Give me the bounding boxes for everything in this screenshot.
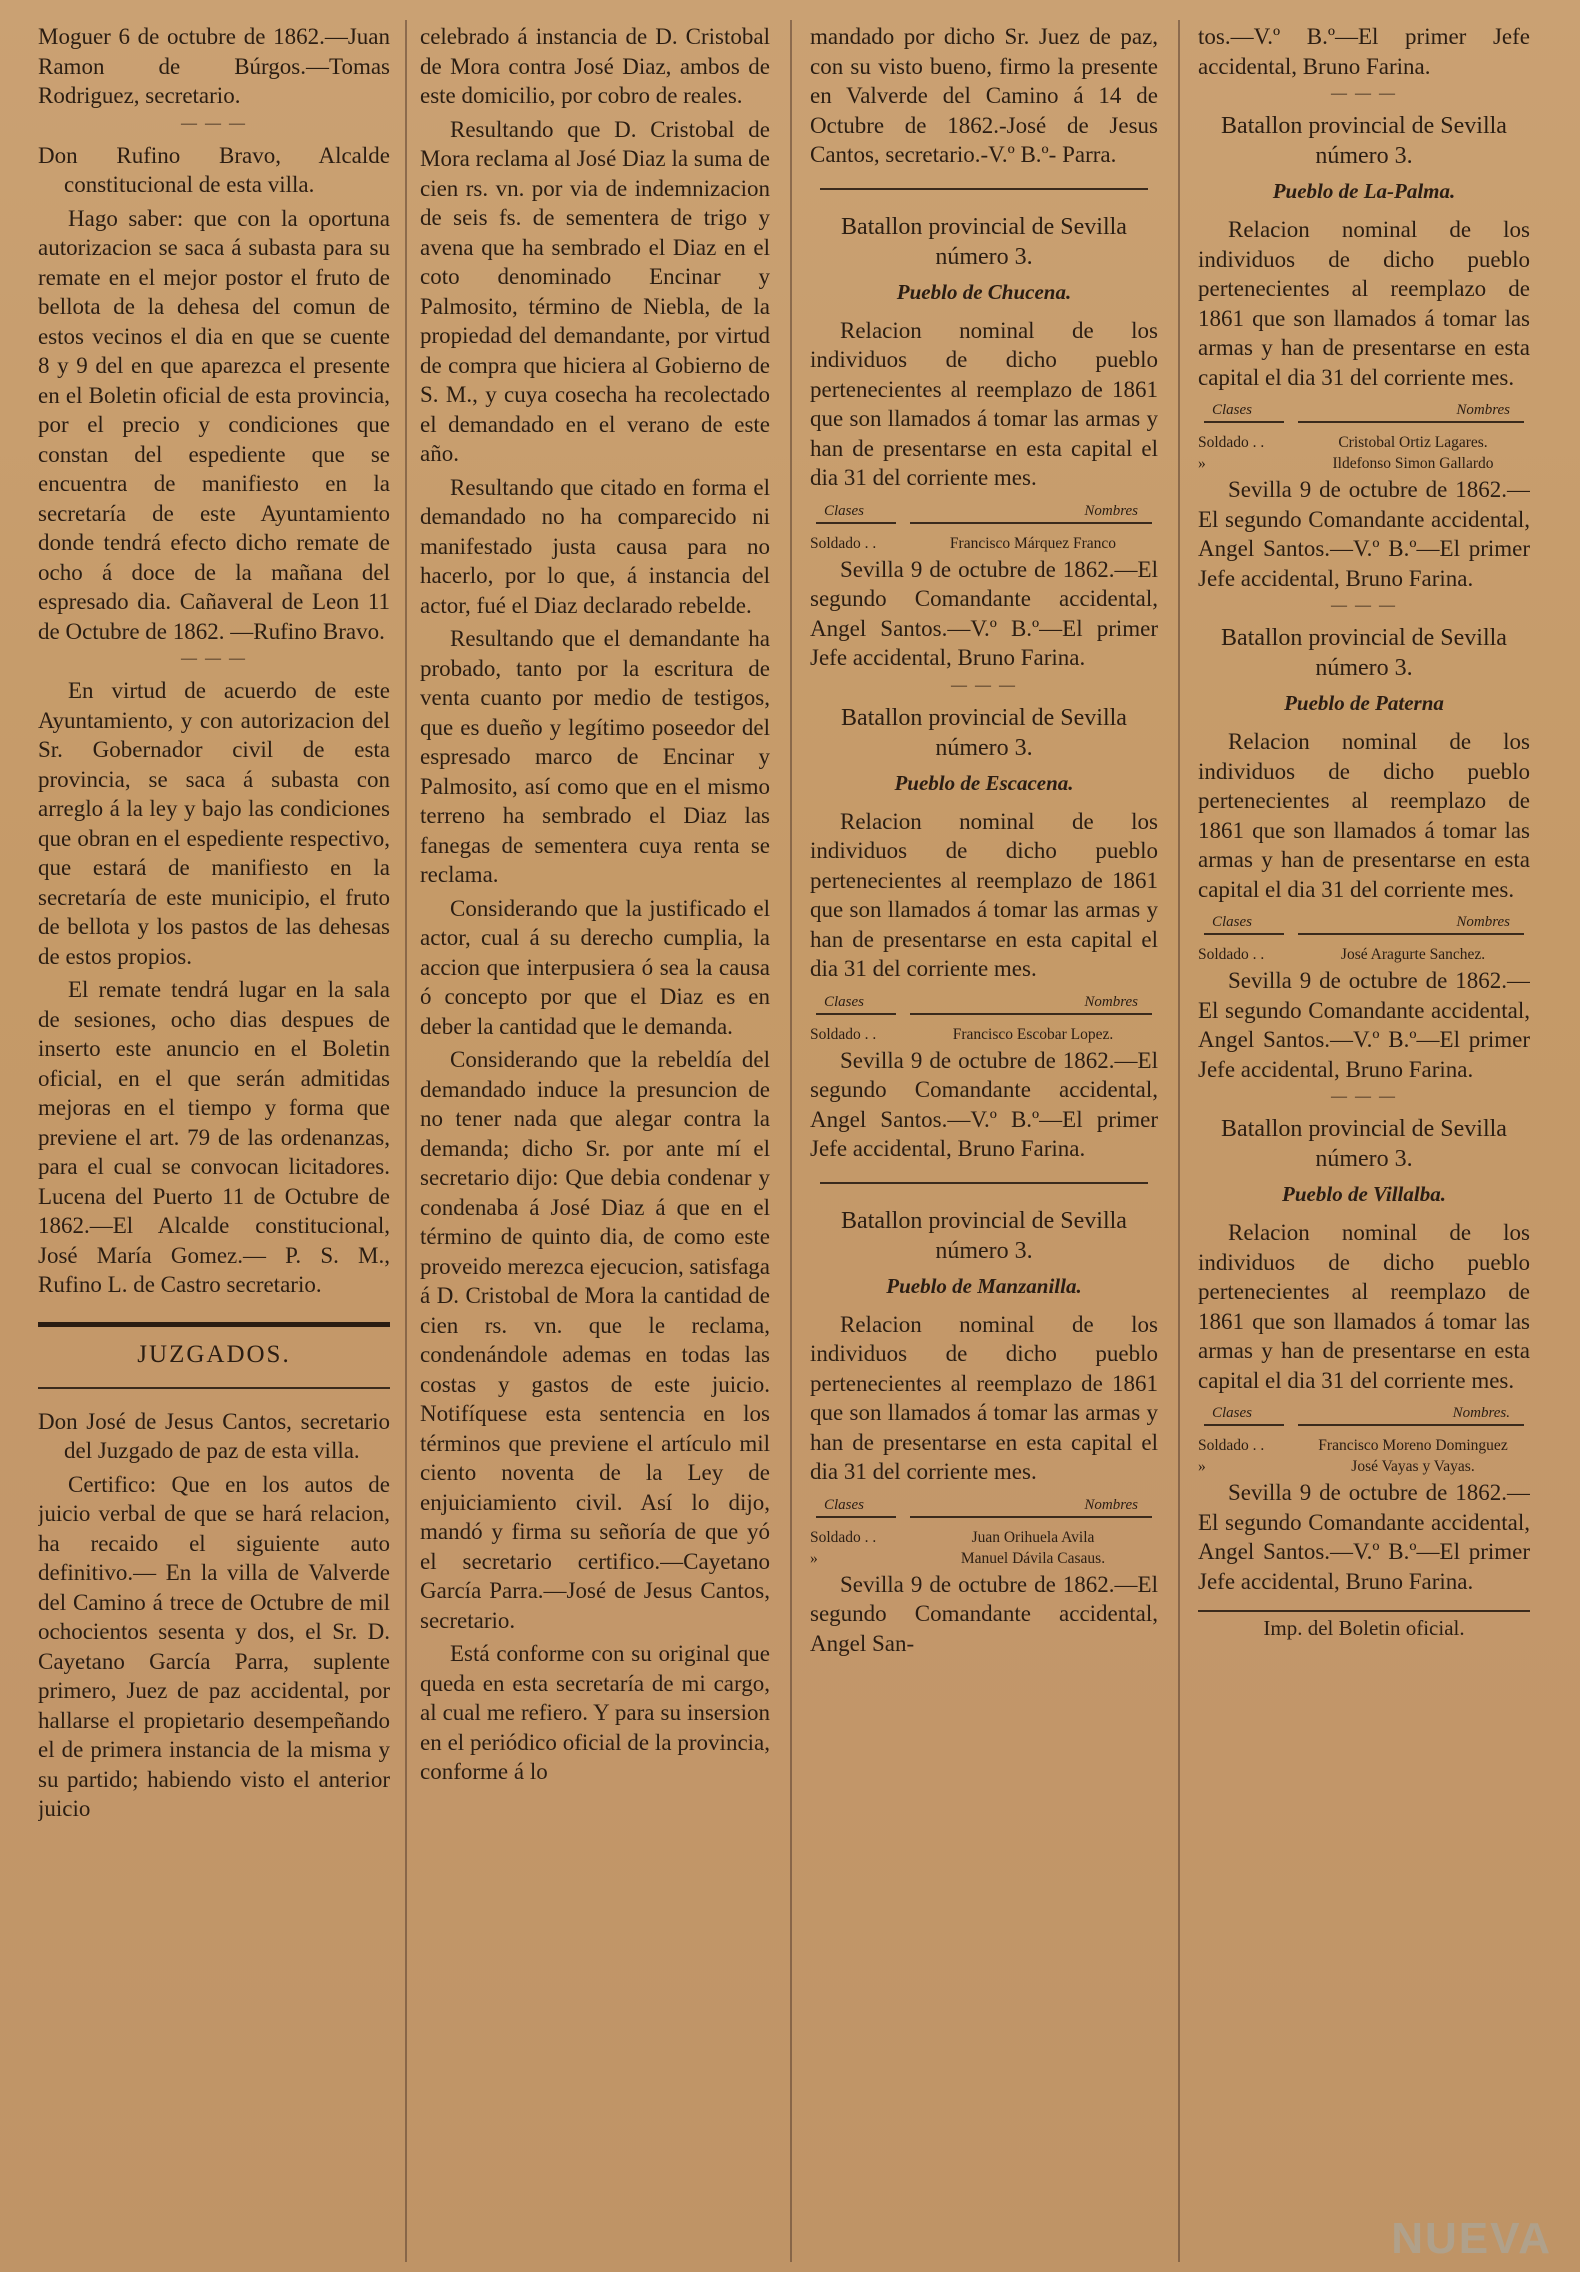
column-header-nombres: Nombres xyxy=(1084,1496,1138,1513)
column-4 xyxy=(1198,22,1530,2262)
table-rule xyxy=(1198,1424,1530,1426)
town-heading: Pueblo de Escacena. xyxy=(894,770,1074,795)
paragraph: Moguer 6 de octubre de 1862.—Juan Ramon de Búrgos.—Tomas Rodriguez, secretario. xyxy=(38,24,390,108)
paragraph: Relacion nominal de los individuos de dicho pueblo pertenecientes al reemplazo de 1861 que son llamados á tomar las armas y han de presentarse en esta capital el dia 31 del corriente mes. xyxy=(810,1311,1158,1484)
table-rule xyxy=(810,1516,1158,1518)
column-header-clases: Clases xyxy=(1212,914,1253,930)
battalion-heading: Batallon provincial de Sevilla número 3. xyxy=(1221,1116,1507,1172)
town-heading: Pueblo de Chucena. xyxy=(896,279,1072,304)
battalion-heading: Batallon provincial de Sevilla número 3. xyxy=(841,213,1127,270)
cell-clase: Soldado . . xyxy=(1198,1437,1265,1454)
paragraph: Relacion nominal de los individuos de dicho pueblo pertenecientes al reemplazo de 1861 que son llamados á tomar las armas y han de presentarse en esta capital el dia 31 del corriente mes. xyxy=(810,317,1158,490)
signature: Sevilla 9 de octubre de 1862.—El segundo Comandante accidental, Angel Santos.—V.º B.º—El primer Jefe accidental, Bruno Farina. xyxy=(1198,968,1530,1082)
separator: — — — xyxy=(1331,85,1397,102)
cell-clase: » xyxy=(1198,455,1206,472)
separator: — — — xyxy=(1331,1088,1397,1105)
table-header xyxy=(810,1497,1158,1514)
town-heading: Pueblo de Manzanilla. xyxy=(886,1273,1082,1298)
table-row xyxy=(810,1025,1158,1044)
town-heading: Pueblo de Paterna xyxy=(1284,691,1444,715)
block-rule xyxy=(820,1182,1148,1184)
table-row xyxy=(810,1549,1158,1568)
paragraph: celebrado á instancia de D. Cristobal de Mora contra José Diaz, ambos de este domicilio, por cobro de reales. xyxy=(420,24,770,108)
cell-clase: Soldado . . xyxy=(1198,946,1265,963)
signature: Sevilla 9 de octubre de 1862.—El segundo Comandante accidental, Angel San- xyxy=(810,1571,1158,1656)
column-divider xyxy=(405,20,407,2262)
paragraph: Resultando que D. Cristobal de Mora reclama al José Diaz la suma de cien rs. vn. por via de indemnizacion de seis fs. de sementera de trigo y avena que ha sembrado el Diaz en el coto denominado Encinar y Palmosito, término de Niebla, de la propiedad del demandante, por virtud de compra que hiciera al Gobierno de S. M., y cuya cosecha ha recolectado el demandado en el verano de este año. xyxy=(420,116,770,466)
table-row xyxy=(1198,454,1530,473)
table-row xyxy=(1198,945,1530,964)
town-heading: Pueblo de La-Palma. xyxy=(1272,179,1456,203)
paragraph: Relacion nominal de los individuos de dicho pueblo pertenecientes al reemplazo de 1861 que son llamados á tomar las armas y han de presentarse en esta capital el dia 31 del corriente mes. xyxy=(1198,1220,1530,1393)
separator: — — — xyxy=(181,114,247,132)
section-rule xyxy=(38,1387,390,1389)
cell-nombre: José Aragurte Sanchez. xyxy=(1340,946,1486,963)
cell-nombre: Francisco Escobar Lopez. xyxy=(952,1025,1114,1043)
section-rule xyxy=(38,1322,390,1327)
column-header-nombres: Nombres xyxy=(1456,402,1510,418)
table-rule xyxy=(1198,421,1530,423)
paragraph: mandado por dicho Sr. Juez de paz, con su visto bueno, firmo la presente en Valverde del Camino á 14 de Octubre de 1862.-José de Jesus Cantos, secretario.-V.º B.º- Parra. xyxy=(810,24,1158,167)
battalion-heading: Batallon provincial de Sevilla número 3. xyxy=(1221,625,1507,681)
notice-title: Don José de Jesus Cantos, secretario del Juzgado de paz de esta villa. xyxy=(38,1408,390,1463)
section-heading: JUZGADOS. xyxy=(137,1340,291,1368)
column-3 xyxy=(810,22,1158,2262)
block-rule xyxy=(820,188,1148,190)
column-2 xyxy=(420,22,770,2262)
column-header-clases: Clases xyxy=(824,1496,865,1513)
paragraph: Relacion nominal de los individuos de dicho pueblo pertenecientes al reemplazo de 1861 que son llamados á tomar las armas y han de presentarse en esta capital el dia 31 del corriente mes. xyxy=(1198,729,1530,902)
column-header-nombres: Nombres xyxy=(1456,914,1510,930)
column-header-clases: Clases xyxy=(824,993,865,1010)
paragraph: tos.—V.º B.º—El primer Jefe accidental, Bruno Farina. xyxy=(1198,24,1530,79)
column-header-nombres: Nombres xyxy=(1084,993,1138,1010)
cell-clase: » xyxy=(810,1549,818,1567)
column-header-clases: Clases xyxy=(824,502,865,519)
table-header xyxy=(810,503,1158,520)
signature: Sevilla 9 de octubre de 1862.—El segundo Comandante accidental, Angel Santos.—V.º B.º—El primer Jefe accidental, Bruno Farina. xyxy=(810,556,1158,670)
cell-clase: Soldado . . xyxy=(810,1528,877,1546)
table-header xyxy=(1198,1405,1530,1422)
cell-nombre: Ildefonso Simon Gallardo xyxy=(1332,455,1494,472)
cell-nombre: Francisco Moreno Dominguez xyxy=(1318,1437,1508,1454)
column-header-clases: Clases xyxy=(1212,1405,1253,1421)
battalion-heading: Batallon provincial de Sevilla número 3. xyxy=(1221,113,1507,169)
battalion-heading: Batallon provincial de Sevilla número 3. xyxy=(841,1207,1127,1264)
paragraph: Relacion nominal de los individuos de dicho pueblo pertenecientes al reemplazo de 1861 que son llamados á tomar las armas y han de presentarse en esta capital el dia 31 del corriente mes. xyxy=(810,808,1158,981)
column-header-nombres: Nombres. xyxy=(1452,1405,1510,1421)
table-rule xyxy=(810,522,1158,524)
column-header-nombres: Nombres xyxy=(1084,502,1138,519)
paragraph: En virtud de acuerdo de este Ayuntamiento, y con autorizacion del Sr. Gobernador civil de esta provincia, se saca á subasta con arreglo á la ley y bajo las condiciones que obran en el espediente respectivo, que estará de manifiesto en la secretaría de este municipio, el fruto de bellota y los pastos de las dehesas de estos propios. xyxy=(38,678,390,969)
cell-nombre: Manuel Dávila Casaus. xyxy=(960,1549,1106,1567)
cell-clase: Soldado . . xyxy=(1198,434,1265,451)
signature: Sevilla 9 de octubre de 1862.—El segundo Comandante accidental, Angel Santos.—V.º B.º—El primer Jefe accidental, Bruno Farina. xyxy=(1198,477,1530,591)
paragraph: Considerando que la justificado el actor, cual á su derecho cumplia, la accion que interpusiera ó sea la causa ó concepto por que el Diaz es en deber la cantidad que le demanda. xyxy=(420,895,770,1039)
notice-title: Don Rufino Bravo, Alcalde constitucional de esta villa. xyxy=(38,142,390,197)
cell-clase: Soldado . . xyxy=(810,1025,877,1043)
column-header-clases: Clases xyxy=(1212,402,1253,418)
paragraph: Resultando que citado en forma el demandado no ha comparecido ni manifestado justa causa para no hacerlo, por lo que, á instancia del actor, fué el Diaz declarado rebelde. xyxy=(420,474,770,618)
separator: — — — xyxy=(951,676,1017,694)
cell-nombre: José Vayas y Vayas. xyxy=(1351,1458,1475,1475)
table-rule xyxy=(1198,933,1530,935)
paragraph: Hago saber: que con la oportuna autorizacion se saca á subasta para su remate en el mejor postor el fruto de bellota de la dehesa del comun de estos vecinos el dia en que se cuente 8 y 9 del en que aparezca el presente en el Boletin oficial de esta provincia, por el precio y condiciones que constan del espediente que se encuentra de manifiesto en la secretaría de este Ayuntamiento donde tendrá efecto dicho remate de ocho á doce de la mañana del espresado dia. Cañaveral de Leon 11 de Octubre de 1862. —Rufino Bravo. xyxy=(38,205,390,644)
separator: — — — xyxy=(181,650,247,667)
cell-clase: Soldado . . xyxy=(810,534,877,552)
town-heading: Pueblo de Villalba. xyxy=(1282,1182,1446,1206)
paragraph: Resultando que el demandante ha probado, tanto por la escritura de venta cuanto por medio de testigos, que es dueño y legítimo poseedor del espresado marco de Encinar y Palmosito, así como que en el mismo terreno ha sembrado el Diaz las fanegas de sementera cuya renta se reclama. xyxy=(420,626,770,887)
column-1 xyxy=(38,22,390,2262)
paragraph: Está conforme con su original que queda en esta secretaría de mi cargo, al cual me refiero. Y para su insersion en el periódico oficial de la provincia, conforme á lo xyxy=(420,1641,770,1784)
paragraph: Certifico: Que en los autos de juicio verbal de que se hará relacion, ha recaido el siguiente auto definitivo.— En la villa de Valverde del Camino á trece de Octubre de mil ochocientos sesenta y dos, el Sr. D. Cayetano García Parra, suplente primero, Juez de paz accidental, por hallarse el propietario desempeñando el de primera instancia de la misma y su partido; habiendo visto el anterior juicio xyxy=(38,1471,390,1821)
column-divider xyxy=(1178,20,1180,2262)
cell-nombre: Juan Orihuela Avila xyxy=(971,1528,1095,1546)
table-row xyxy=(810,534,1158,553)
signature: Sevilla 9 de octubre de 1862.—El segundo Comandante accidental, Angel Santos.—V.º B.º—El primer Jefe accidental, Bruno Farina. xyxy=(1198,1480,1530,1594)
table-row xyxy=(1198,1457,1530,1476)
watermark: NUEVA xyxy=(1391,2214,1552,2263)
table-header xyxy=(1198,914,1530,931)
table-row xyxy=(1198,1436,1530,1455)
table-header xyxy=(810,994,1158,1011)
paragraph: Relacion nominal de los individuos de dicho pueblo pertenecientes al reemplazo de 1861 que son llamados á tomar las armas y han de presentarse en esta capital el dia 31 del corriente mes. xyxy=(1198,217,1530,390)
printer-footer: Imp. del Boletin oficial. xyxy=(1198,1610,1530,1641)
signature: Sevilla 9 de octubre de 1862.—El segundo Comandante accidental, Angel Santos.—V.º B.º—El primer Jefe accidental, Bruno Farina. xyxy=(810,1047,1158,1161)
cell-clase: » xyxy=(1198,1458,1206,1475)
table-header xyxy=(1198,402,1530,419)
column-divider xyxy=(790,20,792,2262)
separator: — — — xyxy=(1331,597,1397,614)
battalion-heading: Batallon provincial de Sevilla número 3. xyxy=(841,704,1127,761)
cell-nombre: Francisco Márquez Franco xyxy=(949,534,1117,552)
table-row xyxy=(810,1528,1158,1547)
table-rule xyxy=(810,1013,1158,1015)
paragraph: El remate tendrá lugar en la sala de sesiones, ocho dias despues de inserto este anuncio en el Boletin oficial, en el que serán admitidas mejoras en el tiempo y forma que previene el art. 79 de las ordenanzas, para el cual se convocan licitadores. Lucena del Puerto 11 de Octubre de 1862.—El Alcalde constitucional, José María Gomez.— P. S. M., Rufino L. de Castro secretario. xyxy=(38,977,390,1297)
paragraph: Considerando que la rebeldía del demandado induce la presuncion de no tener nada que alegar contra la demanda; dicho Sr. por ante mí el secretario dijo: Que debia condenar y condenaba á José Diaz á que en el término de quinto dia, de como este proveido merezca ejecucion, satisfaga á D. Cristobal de Mora la cantidad de cien rs. vn. que le reclama, condenándole ademas en todas las costas y gastos de este juicio. Notifíquese esta sentencia en los términos que previene el artículo mil ciento noventa de la Ley de enjuiciamiento civil. Así lo dijo, mandó y firma su señoría de que yó el secretario certifico.—Cayetano García Parra.—José de Jesus Cantos, secretario. xyxy=(420,1047,770,1633)
table-row xyxy=(1198,433,1530,452)
cell-nombre: Cristobal Ortiz Lagares. xyxy=(1338,434,1488,451)
